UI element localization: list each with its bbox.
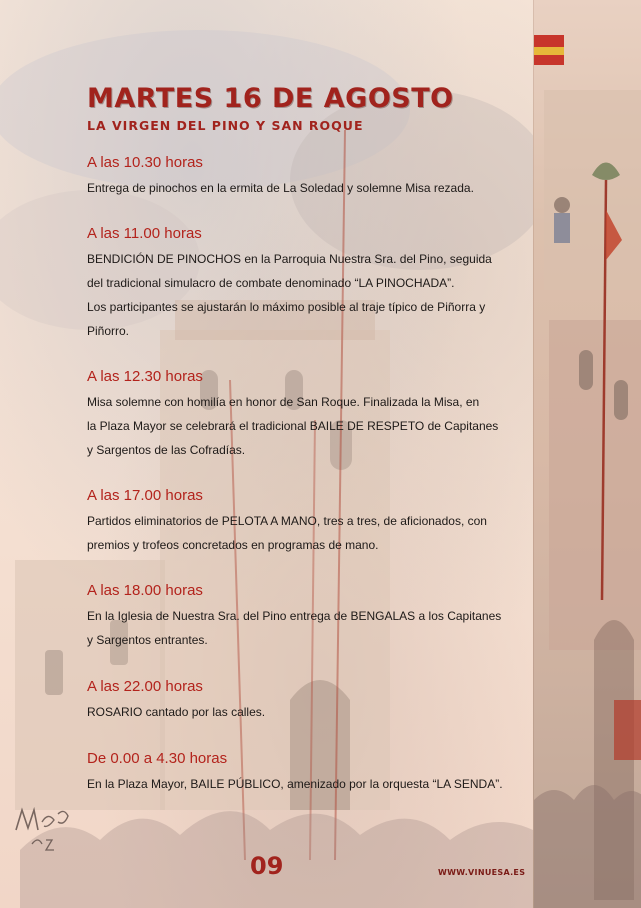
event-1800: [87, 582, 517, 652]
event-time: A las 22.00 horas: [87, 678, 203, 695]
event-1700: [87, 487, 517, 557]
event-2200: [87, 678, 517, 724]
event-time: De 0.00 a 4.30 horas: [87, 750, 228, 767]
event-line: premios y trofeos concretados en programas de mano.: [87, 538, 379, 552]
event-time: A las 12.30 horas: [87, 368, 203, 385]
event-1030: [87, 154, 517, 200]
website-link[interactable]: WWW.VINUESA.ES: [438, 868, 526, 877]
event-line: Partidos eliminatorios de PELOTA A MANO, tres a tres, de aficionados, con: [87, 514, 487, 528]
event-line: la Plaza Mayor se celebrará el tradicional BAILE DE RESPETO de Capitanes: [87, 419, 499, 433]
event-line: Entrega de pinochos en la ermita de La Soledad y solemne Misa rezada.: [87, 181, 474, 195]
event-line: En la Plaza Mayor, BAILE PÚBLICO, amenizado por la orquesta “LA SENDA”.: [87, 777, 503, 791]
event-time: A las 11.00 horas: [87, 225, 202, 242]
event-description: [87, 390, 517, 462]
event-line: y Sargentos entrantes.: [87, 633, 208, 647]
page-subtitle: LA VIRGEN DEL PINO Y SAN ROQUE: [87, 118, 364, 133]
event-line: del tradicional simulacro de combate denominado “LA PINOCHADA”.: [87, 276, 455, 290]
event-line: BENDICIÓN DE PINOCHOS en la Parroquia Nuestra Sra. del Pino, seguida: [87, 252, 492, 266]
event-line: En la Iglesia de Nuestra Sra. del Pino entrega de BENGALAS a los Capitanes: [87, 609, 502, 623]
event-line: Piñorro.: [87, 324, 130, 338]
artist-signature-illustration: [12, 800, 82, 865]
event-1100: [87, 225, 517, 343]
event-description: [87, 700, 517, 724]
event-line: ROSARIO cantado por las calles.: [87, 705, 266, 719]
event-line: Misa solemne con homilía en honor de San Roque. Finalizada la Misa, en: [87, 395, 480, 409]
event-description: [87, 509, 517, 557]
event-description: [87, 772, 517, 796]
event-1230: [87, 368, 517, 462]
event-time: A las 10.30 horas: [87, 154, 203, 171]
event-line: Los participantes se ajustarán lo máximo posible al traje típico de Piñorra y: [87, 300, 486, 314]
side-illustration: [533, 0, 641, 908]
event-line: y Sargentos de las Cofradías.: [87, 443, 246, 457]
page-title: MARTES 16 DE AGOSTO: [87, 83, 454, 114]
event-description: [87, 247, 517, 343]
event-time: A las 18.00 horas: [87, 582, 203, 599]
event-description: [87, 176, 517, 200]
event-description: [87, 604, 517, 652]
event-0000: [87, 750, 517, 796]
program-content: [87, 83, 507, 791]
page-number: 09: [250, 852, 284, 880]
event-time: A las 17.00 horas: [87, 487, 203, 504]
